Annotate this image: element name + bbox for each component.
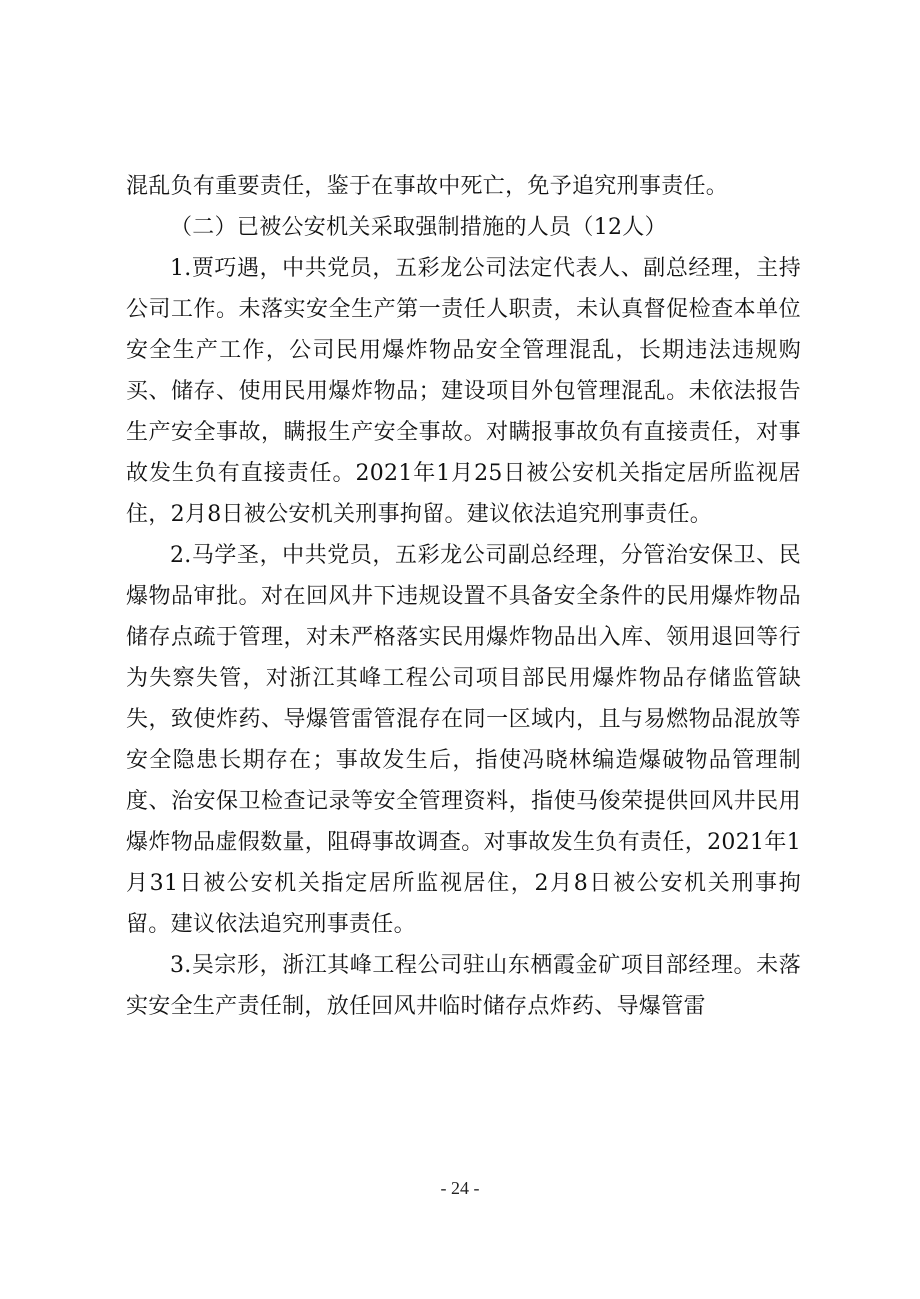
paragraph-item-1: 1.贾巧遇，中共党员，五彩龙公司法定代表人、副总经理，主持公司工作。未落实安全生产第一责任人职责，未认真督促检查本单位安全生产工作，公司民用爆炸物品安全管理混乱，长期违法违规购买、储存、使用民用爆炸物品；建设项目外包管理混乱。未依法报告生产安全事故，瞒报生产安全事故。对瞒报事故负有直接责任，对事故发生负有直接责任。2021年1月25日被公安机关指定居所监视居住，2月8日被公安机关刑事拘留。建议依法追究刑事责任。 xyxy=(126,256,801,527)
paragraph-continuation: 混乱负有重要责任，鉴于在事故中死亡，免予追究刑事责任。 xyxy=(126,174,729,199)
section-heading: （二）已被公安机关采取强制措施的人员（12人） xyxy=(170,215,667,240)
paragraph-item-2: 2.马学圣，中共党员，五彩龙公司副总经理，分管治安保卫、民爆物品审批。对在回风井下违规设置不具备安全条件的民用爆炸物品储存点疏于管理，对未严格落实民用爆炸物品出入库、领用退回等行为失察失管，对浙江其峰工程公司项目部民用爆炸物品存储监管缺失，致使炸药、导爆管雷管混存在同一区域内，且与易燃物品混放等安全隐患长期存在；事故发生后，指使冯晓林编造爆破物品管理制度、治安保卫检查记录等安全管理资料，指使马俊荣提供回风井民用爆炸物品虚假数量，阻碍事故调查。对事故发生负有责任，2021年1月31日被公安机关指定居所监视居住，2月8日被公安机关刑事拘留。建议依法追究刑事责任。 xyxy=(126,543,801,937)
document-body xyxy=(126,166,801,1027)
page-number: - 24 - xyxy=(440,1178,480,1198)
paragraph-item-3: 3.吴宗形，浙江其峰工程公司驻山东栖霞金矿项目部经理。未落实安全生产责任制，放任回风井临时储存点炸药、导爆管雷 xyxy=(126,953,801,1019)
